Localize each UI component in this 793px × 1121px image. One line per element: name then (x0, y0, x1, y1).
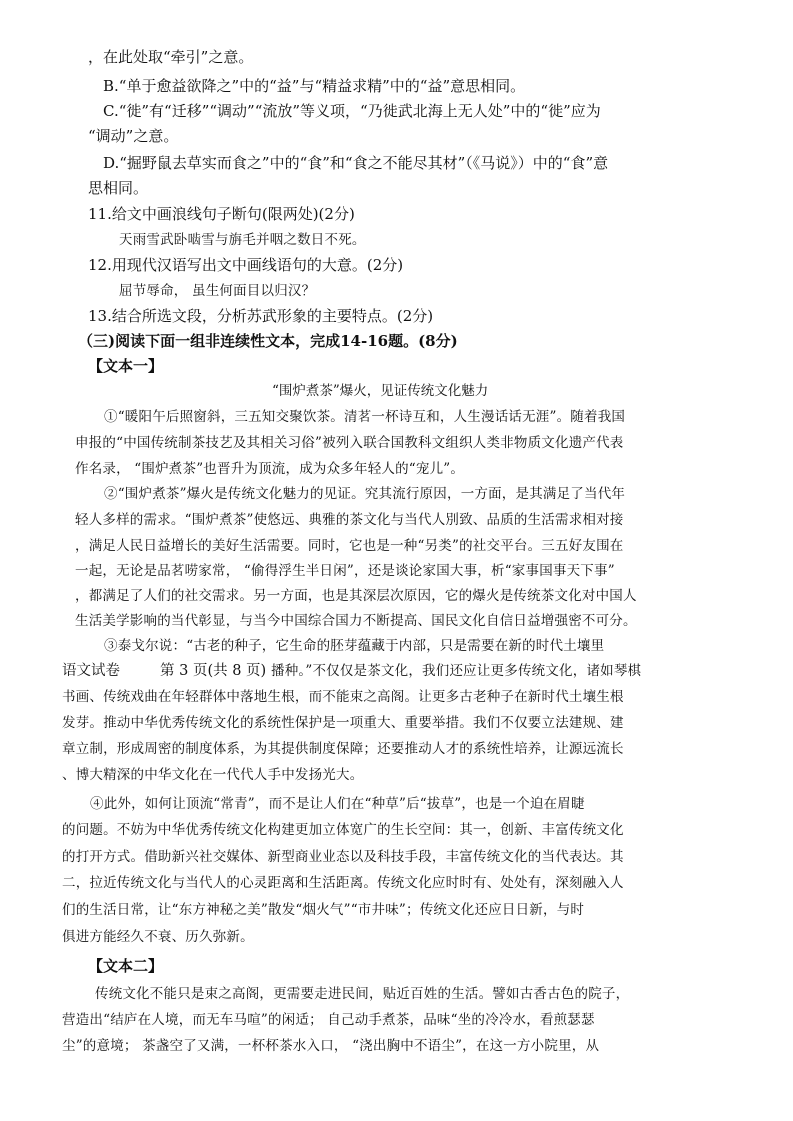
text1-p2-line2: 轻人多样的需求。“围炉煮茶”使悠远、典雅的茶文化与当代人別致、品质的生活需求相对接 (75, 512, 624, 528)
option-a-tail: ，在此处取“牵引”之意。 (88, 48, 254, 66)
text1-p4-line6: 俱进方能经久不衰、历久弥新。 (62, 929, 254, 945)
question-11-text: 天雨雪武卧啮雪与旃毛并咽之数日不死。 (119, 232, 366, 248)
text1-p2-line3: ，满足人民日益增长的美好生活需要。同时，它也是一种“另类”的社交平台。三五好友围在 (75, 538, 624, 554)
question-12: 12.用现代汉语写出文中画线语句的大意。(2分) (88, 256, 404, 274)
text1-p3-line1: ③泰戈尔说：“古老的种子，它生命的胚芽蕴藏于内部，只是需要在新的时代土壤里 (104, 638, 605, 654)
text2-label: 【文本二】 (88, 957, 164, 975)
text1-p2-line6: 生活美学影响的当代彰显，与当今中国综合国力不断提高、国民文化自信日益增强密不可分。 (75, 613, 637, 629)
text1-p3-line2: 播种。”不仅仅是茶文化，我们还应让更多传统文化，诸如琴棋 (271, 663, 642, 679)
text1-p3-line4: 发芽。推动中华优秀传统文化的系统性保护是一项重大、重要举措。我们不仅要立法建规、建 (62, 715, 624, 731)
question-11: 11.给文中画浪线句子断句(限两处)(2分) (88, 205, 355, 223)
text1-p1-line1: ①“暖阳午后照窗斜，三五知交聚饮茶。清茗一杯诗互和，人生漫话话无涯”。随着我国 (104, 409, 626, 425)
text2-p1-line3: 尘”的意境； 茶盏空了又满，一杯杯茶水入口， “浇出胸中不语尘”，在这一方小院里，从 (62, 1038, 600, 1054)
text1-p2-line1: ②“围炉煮茶”爆火是传统文化魅力的见证。究其流行原因，一方面，是其满足了当代年 (104, 486, 626, 502)
text1-p4-line2: 的问题。不妨为中华优秀传统文化构建更加立体宽广的生长空间：其一，创新、丰富传统文化 (62, 822, 624, 838)
option-c-line1: C.“徙”有“迁移”“调动”“流放”等义项，“乃徙武北海上无人处”中的“徙”应为 (103, 102, 601, 120)
question-13: 13.结合所选文段，分析苏武形象的主要特点。(2分) (88, 307, 434, 325)
text1-title: “围炉煮茶”爆火，见证传统文化魅力 (272, 383, 489, 399)
text1-p1-line2: 申报的“中国传统制茶技艺及其相关习俗”被列入联合国教科文组织人类非物质文化遗产代表 (75, 435, 624, 451)
option-c-line2: “调动”之意。 (88, 127, 179, 145)
text1-p4-line4: 二，拉近传统文化与当代人的心灵距离和生活距离。传统文化应时时有、处处有，深刻融入人 (62, 875, 624, 891)
footer-label: 语文试卷 (62, 663, 120, 679)
text1-p3-line5: 章立制，形成周密的制度体系，为其提供制度保障；还要推动人才的系统性培养，让源远流长 (62, 741, 624, 757)
section-3-heading: （三)阅读下面一组非连续性文本，完成14-16题。(8分) (78, 332, 458, 350)
option-b: B.“单于愈益欲降之”中的“益”与“精益求精”中的“益”意思相同。 (103, 77, 526, 95)
text1-p4-line1: ④此外，如何让顶流“常青”，而不是让人们在“种草”后“拔草”，也是一个迫在眉睫 (90, 796, 585, 812)
footer-page-number: 第 3 页(共 8 页) (160, 663, 267, 679)
text2-p1-line2: 营造出“结庐在人境，而无车马喧”的闲适； 自己动手煮茶，品味“坐的冷冷水，看煎瑟瑟 (62, 1012, 595, 1028)
text1-p3-line3: 书画、传统戏曲在年轻群体中落地生根，而不能束之高阁。让更多古老种子在新时代土壤生根 (62, 689, 624, 705)
text1-p2-line5: ，都满足了人们的社交需求。另一方面，也是其深层次原因，它的爆火是传统茶文化对中国人 (75, 588, 637, 604)
question-12-text: 屈节辱命， 虽生何面目以归汉？ (119, 283, 316, 299)
text1-p4-line5: 们的生活日常，让“东方神秘之美”散发“烟火气”“市井味”；传统文化还应日日新，与时 (62, 902, 585, 918)
text1-p4-line3: 的打开方式。借助新兴社交媒体、新型商业业态以及科技手段，丰富传统文化的当代表达。其 (62, 849, 624, 865)
option-d-line1: D.“掘野鼠去草实而食之”中的“食”和“食之不能尽其材”（《马说》）中的“食”意 (103, 154, 609, 172)
text1-p3-line6: 、博大精深的中华文化在一代代人手中发扬光大。 (62, 767, 364, 783)
option-d-line2: 思相同。 (88, 179, 149, 197)
text1-label: 【文本一】 (88, 357, 164, 375)
text1-p2-line4: 一起，无论是品茗唠家常， “偷得浮生半日闲”，还是谈论家国大事，析“家事国事天下事” (75, 563, 615, 579)
text2-p1-line1: 传统文化不能只是束之高阁，更需要走进民间，贴近百姓的生活。譬如古香古色的院子， (95, 986, 630, 1002)
text1-p1-line3: 作名录， “围炉煮茶”也晋升为顶流，成为众多年轻人的“宠儿”。 (75, 461, 465, 477)
